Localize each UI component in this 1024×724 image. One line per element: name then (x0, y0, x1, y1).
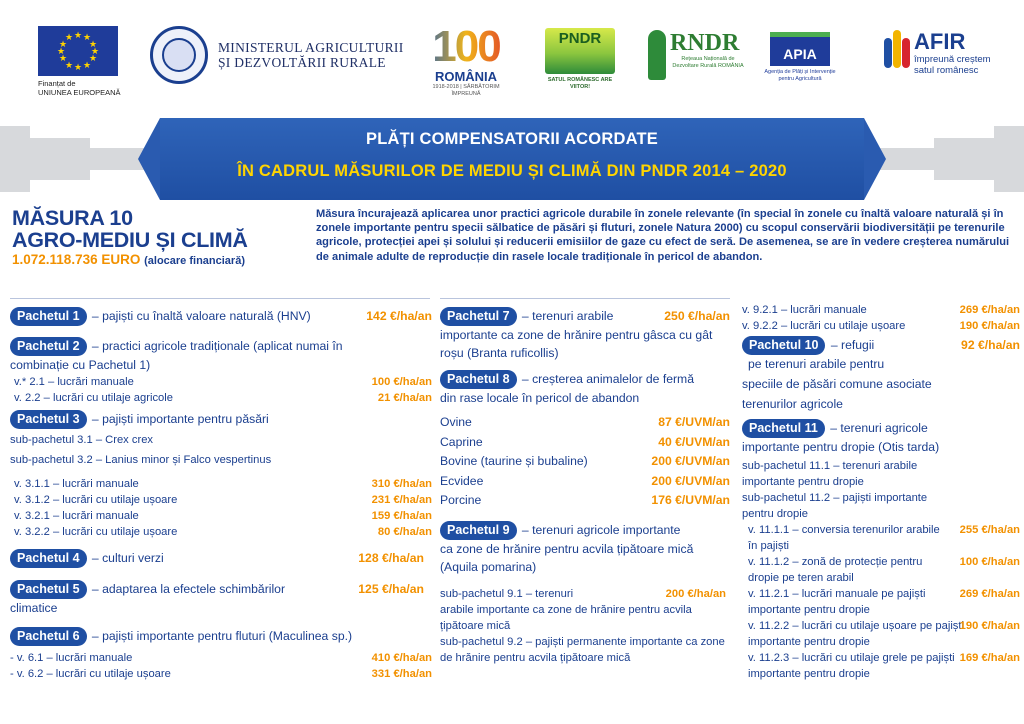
banner-decoration-left-2 (30, 138, 90, 180)
package-8-badge: Pachetul 8 (440, 370, 517, 389)
divider-middle (440, 298, 730, 299)
package-11-row: v. 11.2.3 – lucrări cu utilaje grele pe pajiști importante pentru dropie 169 €/ha/an (748, 652, 1020, 680)
banner-band (160, 118, 864, 200)
eu-caption: Finanțat de UNIUNEA EUROPEANĂ (38, 79, 121, 97)
package-10-text-2: pe terenuri arabile pentru (748, 357, 885, 371)
package-11-row: v. 11.1.2 – zonă de protecție pentru dropie pe teren arabil 100 €/ha/an (748, 556, 1020, 584)
package-11 (742, 419, 1020, 456)
package-8 (440, 370, 730, 407)
package-11-row: v. 11.2.2 – lucrări cu utilaje ușoare pe pajiști importante pentru dropie 190 €/ha/an (748, 620, 1020, 648)
package-7 (440, 307, 730, 362)
pndr-landscape-icon: PNDR (545, 28, 615, 74)
package-3-badge: Pachetul 3 (10, 410, 87, 429)
rndr-logo (648, 30, 746, 80)
package-4-badge: Pachetul 4 (10, 549, 87, 568)
divider-left (10, 298, 430, 299)
column-left (10, 302, 432, 682)
livestock-row: Ecvidee 200 €/UVM/an (440, 473, 730, 488)
package-1-badge: Pachetul 1 (10, 307, 87, 326)
banner-decoration-right-2 (934, 138, 994, 180)
measure-description: Măsura încurajează aplicarea unor practici agricole durabile în zonele relevante (în special în zonele cu înaltă valoare naturală și în zonele importante pentru specii sălbatice de păsări și fluturi, zonele Natura 2000) cu scopul conservării biodiversității pe terenurile agricole, protecției apei și solului și reducerii emisiilor de gaze cu efect de seră. De asemenea, se are în vedere creșterea numărului de animale adulte de reproducție din rasele locale tradiționale în pericol de abandon. (316, 208, 1010, 263)
package-7-text-2: importante ca zone de hrănire pentru gâsca cu gât roșu (Branta ruficollis) (440, 328, 713, 360)
package-5-badge: Pachetul 5 (10, 580, 87, 599)
package-3-row: v. 3.2.2 – lucrări cu utilaje ușoare 80 €/ha/an (14, 526, 432, 538)
package-10-text-4: terenurilor agricole (742, 397, 843, 411)
package-2 (10, 337, 432, 374)
package-6-row: - v. 6.2 – lucrări cu utilaje ușoare 331 €/ha/an (10, 668, 432, 680)
title-banner (0, 118, 1024, 200)
package-9-sub-2: sub-pachetul 9.2 – pajiști permanente importante ca zone de hrănire pentru acvila țipătoare mică (440, 635, 725, 664)
apia-word: APIA (770, 32, 830, 66)
package-9-row: v. 9.2.1 – lucrări manuale 269 €/ha/an (742, 304, 1020, 316)
afir-mark-icon (884, 30, 910, 76)
package-9-badge: Pachetul 9 (440, 521, 517, 540)
ministry-name: MINISTERUL AGRICULTURII ȘI DEZVOLTĂRII RURALE (218, 40, 404, 70)
package-3-sub: sub-pachetul 3.1 – Crex crex (10, 434, 154, 446)
package-11-row: v. 11.2.1 – lucrări manuale pe pajiști importante pentru dropie 269 €/ha/an (748, 588, 1020, 616)
package-9-sub-1: sub-pachetul 9.1 – terenuri 200 €/ha/an arabile importante ca zone de hrănire pentru acvila țipătoare mică (440, 587, 726, 632)
package-7-price: 250 €/ha/an (664, 309, 730, 323)
package-10-text: – refugii (830, 338, 875, 352)
column-middle (440, 302, 730, 666)
package-6 (10, 627, 432, 646)
package-11-sub-2: sub-pachetul 11.2 – pajiști importante pentru dropie (742, 492, 928, 520)
package-3-row: v. 3.2.1 – lucrări manuale 159 €/ha/an (14, 510, 432, 522)
package-6-text: – pajiști importante pentru fluturi (Maculinea sp.) (91, 629, 353, 643)
afir-slogan-2: satul românesc (914, 65, 979, 76)
package-4-text: – culturi verzi (91, 551, 164, 565)
livestock-row: Ovine 87 €/UVM/an (440, 415, 730, 429)
package-3-row: v. 3.1.2 – lucrări cu utilaje ușoare 231 €/ha/an (14, 494, 432, 506)
package-1-text: – pajiști cu înaltă valoare naturală (HNV) (91, 309, 311, 323)
afir-word: AFIR (914, 29, 966, 54)
package-5-text-2: climatice (10, 601, 58, 615)
package-3 (10, 410, 432, 429)
romania-100-logo (420, 24, 512, 98)
package-4-price: 128 €/ha/an (358, 551, 424, 565)
ro100-number: 100 (420, 24, 512, 70)
eu-flag-icon: ★ ★ ★ ★ ★ ★ ★ ★ ★ ★ ★ ★ (38, 26, 118, 76)
banner-decoration-left (0, 126, 30, 192)
package-10 (742, 336, 1020, 413)
livestock-row: Porcine 176 €/UVM/an (440, 493, 730, 508)
government-seal-icon (150, 26, 208, 84)
rndr-word: RNDR (670, 30, 740, 56)
pndr-logo (538, 28, 622, 91)
package-9-text-2: ca zone de hrănire pentru acvila țipătoare mică (Aquila pomarina) (440, 541, 694, 574)
package-1 (10, 307, 432, 326)
rndr-subtitle: Rețeaua Națională de Dezvoltare Rurală ROMÂNIA (672, 56, 744, 69)
package-7-badge: Pachetul 7 (440, 307, 517, 326)
afir-slogan-1: împreună creștem (914, 54, 991, 65)
package-11-text-2: importante pentru dropie (Otis tarda) (742, 440, 940, 454)
package-9-text: – terenuri agricole importante (521, 522, 681, 537)
package-9-row: v. 9.2.2 – lucrări cu utilaje ușoare 190 €/ha/an (742, 320, 1020, 332)
package-2-row: v.* 2.1 – lucrări manuale 100 €/ha/an (14, 376, 432, 388)
package-3-text: – pajiști importante pentru păsări (91, 412, 269, 426)
column-right (742, 302, 1020, 682)
package-11-sub-1: sub-pachetul 11.1 – terenuri arabile importante pentru dropie (742, 460, 918, 488)
package-7-text: – terenuri arabile (521, 309, 614, 323)
package-3-sub: sub-pachetul 3.2 – Lanius minor și Falco vespertinus (10, 454, 272, 466)
eu-logo (38, 26, 121, 97)
package-8-text-2: din rase locale în pericol de abandon (440, 391, 640, 405)
package-11-badge: Pachetul 11 (742, 419, 825, 438)
package-10-badge: Pachetul 10 (742, 336, 825, 355)
package-2-badge: Pachetul 2 (10, 337, 87, 356)
ro100-subtitle: 1918-2018 | SĂRBĂTORIM ÎMPREUNĂ (432, 84, 500, 97)
package-6-badge: Pachetul 6 (10, 627, 87, 646)
package-5-price: 125 €/ha/an (358, 582, 424, 596)
pndr-subtitle: SATUL ROMÂNESC ARE VIITOR! (547, 77, 613, 90)
package-6-row: - v. 6.1 – lucrări manuale 410 €/ha/an (10, 652, 432, 664)
package-11-row: v. 11.1.1 – conversia terenurilor arabile în pajiști 255 €/ha/an (748, 524, 1020, 552)
package-8-text: – creșterea animalelor de fermă (521, 372, 694, 386)
package-2-row: v. 2.2 – lucrări cu utilaje agricole 21 €/ha/an (14, 392, 432, 404)
rndr-emblem-icon (648, 30, 666, 80)
ro100-word: ROMÂNIA (434, 69, 498, 84)
package-3-row: v. 3.1.1 – lucrări manuale 310 €/ha/an (14, 478, 432, 490)
banner-decoration-right (994, 126, 1024, 192)
ministry-logo (150, 26, 404, 84)
logo-strip (0, 0, 1024, 112)
package-5 (10, 580, 432, 617)
package-10-text-3: speciile de păsări comune asociate (742, 377, 932, 391)
livestock-row: Caprine 40 €/UVM/an (440, 434, 730, 449)
afir-logo (884, 30, 991, 76)
package-4 (10, 549, 432, 568)
package-1-price: 142 €/ha/an (366, 309, 432, 323)
apia-logo (762, 32, 838, 83)
apia-subtitle: Agenția de Plăți și Intervenție pentru Agricultură (764, 69, 836, 82)
package-2-text: – practici agricole tradiționale (aplicat numai în (91, 339, 343, 353)
livestock-row: Bovine (taurine și bubaline) 200 €/UVM/an (440, 454, 730, 469)
package-5-text: – adaptarea la efectele schimbărilor (91, 582, 285, 596)
package-2-text-2: combinație cu Pachetul 1) (10, 358, 151, 372)
banner-title: PLĂȚI COMPENSATORII ACORDATE (366, 130, 658, 148)
package-10-price: 92 €/ha/an (961, 338, 1020, 352)
package-11-text: – terenuri agricole (830, 421, 928, 435)
banner-subtitle: ÎN CADRUL MĂSURILOR DE MEDIU ȘI CLIMĂ DIN PNDR 2014 – 2020 (237, 162, 787, 180)
package-9 (440, 521, 730, 576)
measure-amount: 1.072.118.736 EURO (alocare financiară) (12, 252, 245, 267)
measure-title: MĂSURA 10 AGRO-MEDIU ȘI CLIMĂ (12, 206, 248, 252)
